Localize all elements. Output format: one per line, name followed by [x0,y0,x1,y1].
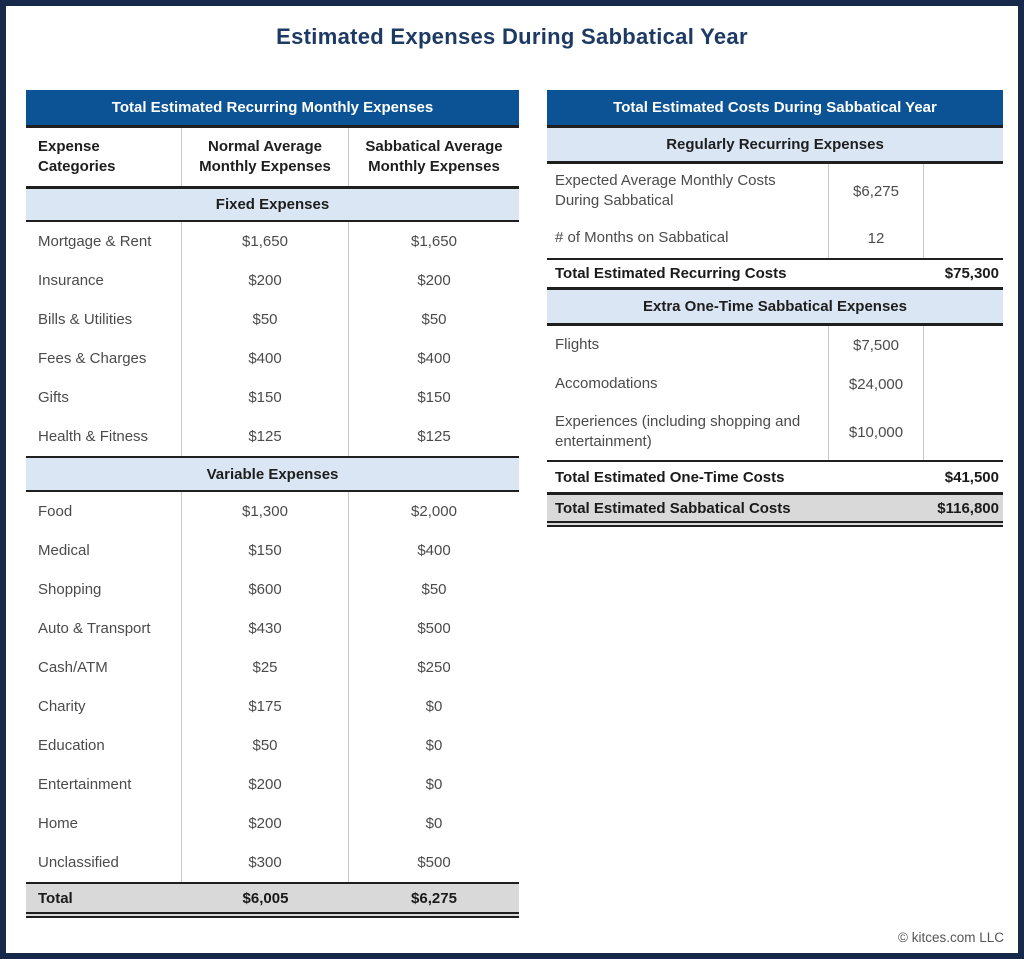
expense-category: Bills & Utilities [26,300,182,339]
cost-item-label: Experiences (including shopping and entertainment) [547,404,829,460]
left-table-banner: Total Estimated Recurring Monthly Expenses [26,90,519,128]
sabbatical-expense-value: $200 [417,272,451,289]
sabbatical-expense-value: $400 [417,350,451,367]
total-sabbatical-value: $6,275 [411,889,457,907]
expense-category: Shopping [26,570,182,609]
grand-total-label: Total Estimated Sabbatical Costs [555,499,791,517]
expense-category: Entertainment [26,765,182,804]
normal-expense-value: $600 [182,570,349,609]
table-row [26,843,519,882]
cost-item-value: $10,000 [829,404,924,460]
table-row [26,648,519,687]
table-row [26,726,519,765]
cost-item-value: $6,275 [829,164,924,218]
sabbatical-costs-grand-total-row [547,492,1003,527]
sabbatical-expense-value: $500 [417,620,451,637]
table-row [547,164,1003,218]
total-label: Total Estimated One-Time Costs [555,468,785,486]
table-row [547,218,1003,258]
expense-category: Fees & Charges [26,339,182,378]
total-label: Total [38,889,73,907]
sabbatical-expense-value: $500 [417,854,451,871]
expense-category: Food [26,492,182,531]
normal-expense-value: $430 [182,609,349,648]
normal-expense-value: $200 [182,261,349,300]
normal-expense-value: $50 [182,726,349,765]
expense-category: Insurance [26,261,182,300]
expense-category: Gifts [26,378,182,417]
expense-category: Health & Fitness [26,417,182,456]
table-row [26,417,519,456]
expense-category: Charity [26,687,182,726]
column-header-sabbatical-average: Sabbatical Average Monthly Expenses [365,137,503,175]
column-header-expense-categories: Expense Categories [26,128,182,186]
cost-item-label: Accomodations [547,364,829,404]
empty-cell [924,164,1003,218]
expense-category: Auto & Transport [26,609,182,648]
normal-expense-value: $150 [182,378,349,417]
sabbatical-expense-value: $0 [425,815,443,832]
normal-expense-value: $200 [182,765,349,804]
table-row [26,687,519,726]
section-band-regularly-recurring: Regularly Recurring Expenses [547,128,1003,164]
sabbatical-expense-value: $250 [417,659,451,676]
table-row [547,404,1003,460]
expense-category: Cash/ATM [26,648,182,687]
cost-item-label: Flights [547,326,829,364]
cost-item-value: 12 [829,218,924,258]
table-row [26,765,519,804]
cost-item-value: $7,500 [829,326,924,364]
table-row [547,326,1003,364]
left-table-total-row [26,882,519,918]
table-row [26,609,519,648]
cost-item-value: $24,000 [829,364,924,404]
sabbatical-expense-value: $50 [421,581,447,598]
total-value: $75,300 [944,265,999,282]
column-header-normal-average: Normal Average Monthly Expenses [182,128,349,186]
sabbatical-expense-value: $1,650 [411,233,457,250]
table-row [26,222,519,261]
one-time-costs-total-row [547,460,1003,492]
recurring-monthly-expenses-table [26,90,519,918]
total-normal-value: $6,005 [242,889,289,907]
table-row [26,261,519,300]
empty-cell [924,364,1003,404]
normal-expense-value: $175 [182,687,349,726]
sabbatical-expense-value: $0 [425,737,443,754]
section-band-fixed-expenses: Fixed Expenses [26,186,519,222]
sabbatical-expense-value: $150 [417,389,451,406]
sabbatical-expense-value: $2,000 [411,503,457,520]
sabbatical-expense-value: $50 [421,311,447,328]
normal-expense-value: $1,650 [182,222,349,261]
normal-expense-value: $125 [182,417,349,456]
total-value: $41,500 [944,468,999,486]
cost-item-label: # of Months on Sabbatical [547,218,829,258]
grand-total-value: $116,800 [937,499,999,517]
normal-expense-value: $300 [182,843,349,882]
sabbatical-expense-value: $400 [417,542,451,559]
total-label: Total Estimated Recurring Costs [555,265,787,282]
recurring-costs-total-row [547,258,1003,290]
expense-category: Home [26,804,182,843]
table-row [26,339,519,378]
expense-category: Unclassified [26,843,182,882]
sabbatical-expense-value: $0 [425,698,443,715]
empty-cell [924,218,1003,258]
cost-item-label: Expected Average Monthly Costs During Sabbatical [547,164,829,218]
sabbatical-expense-value: $0 [425,776,443,793]
section-band-one-time-expenses: Extra One-Time Sabbatical Expenses [547,290,1003,326]
table-row [26,804,519,843]
normal-expense-value: $1,300 [182,492,349,531]
table-row [26,492,519,531]
normal-expense-value: $50 [182,300,349,339]
copyright-notice: © kitces.com LLC [898,930,1004,945]
sabbatical-expense-value: $125 [417,428,451,445]
table-row [26,300,519,339]
empty-cell [924,326,1003,364]
table-row [547,364,1003,404]
normal-expense-value: $25 [182,648,349,687]
expense-category: Medical [26,531,182,570]
right-table-banner: Total Estimated Costs During Sabbatical Year [547,90,1003,128]
table-row [26,570,519,609]
table-row [26,378,519,417]
table-row [26,531,519,570]
sabbatical-year-costs-table [547,90,1003,527]
left-table-header-row [26,128,519,186]
page-title: Estimated Expenses During Sabbatical Year [276,24,748,49]
normal-expense-value: $200 [182,804,349,843]
expense-category: Mortgage & Rent [26,222,182,261]
normal-expense-value: $400 [182,339,349,378]
section-band-variable-expenses: Variable Expenses [26,456,519,492]
normal-expense-value: $150 [182,531,349,570]
expense-category: Education [26,726,182,765]
empty-cell [924,404,1003,460]
